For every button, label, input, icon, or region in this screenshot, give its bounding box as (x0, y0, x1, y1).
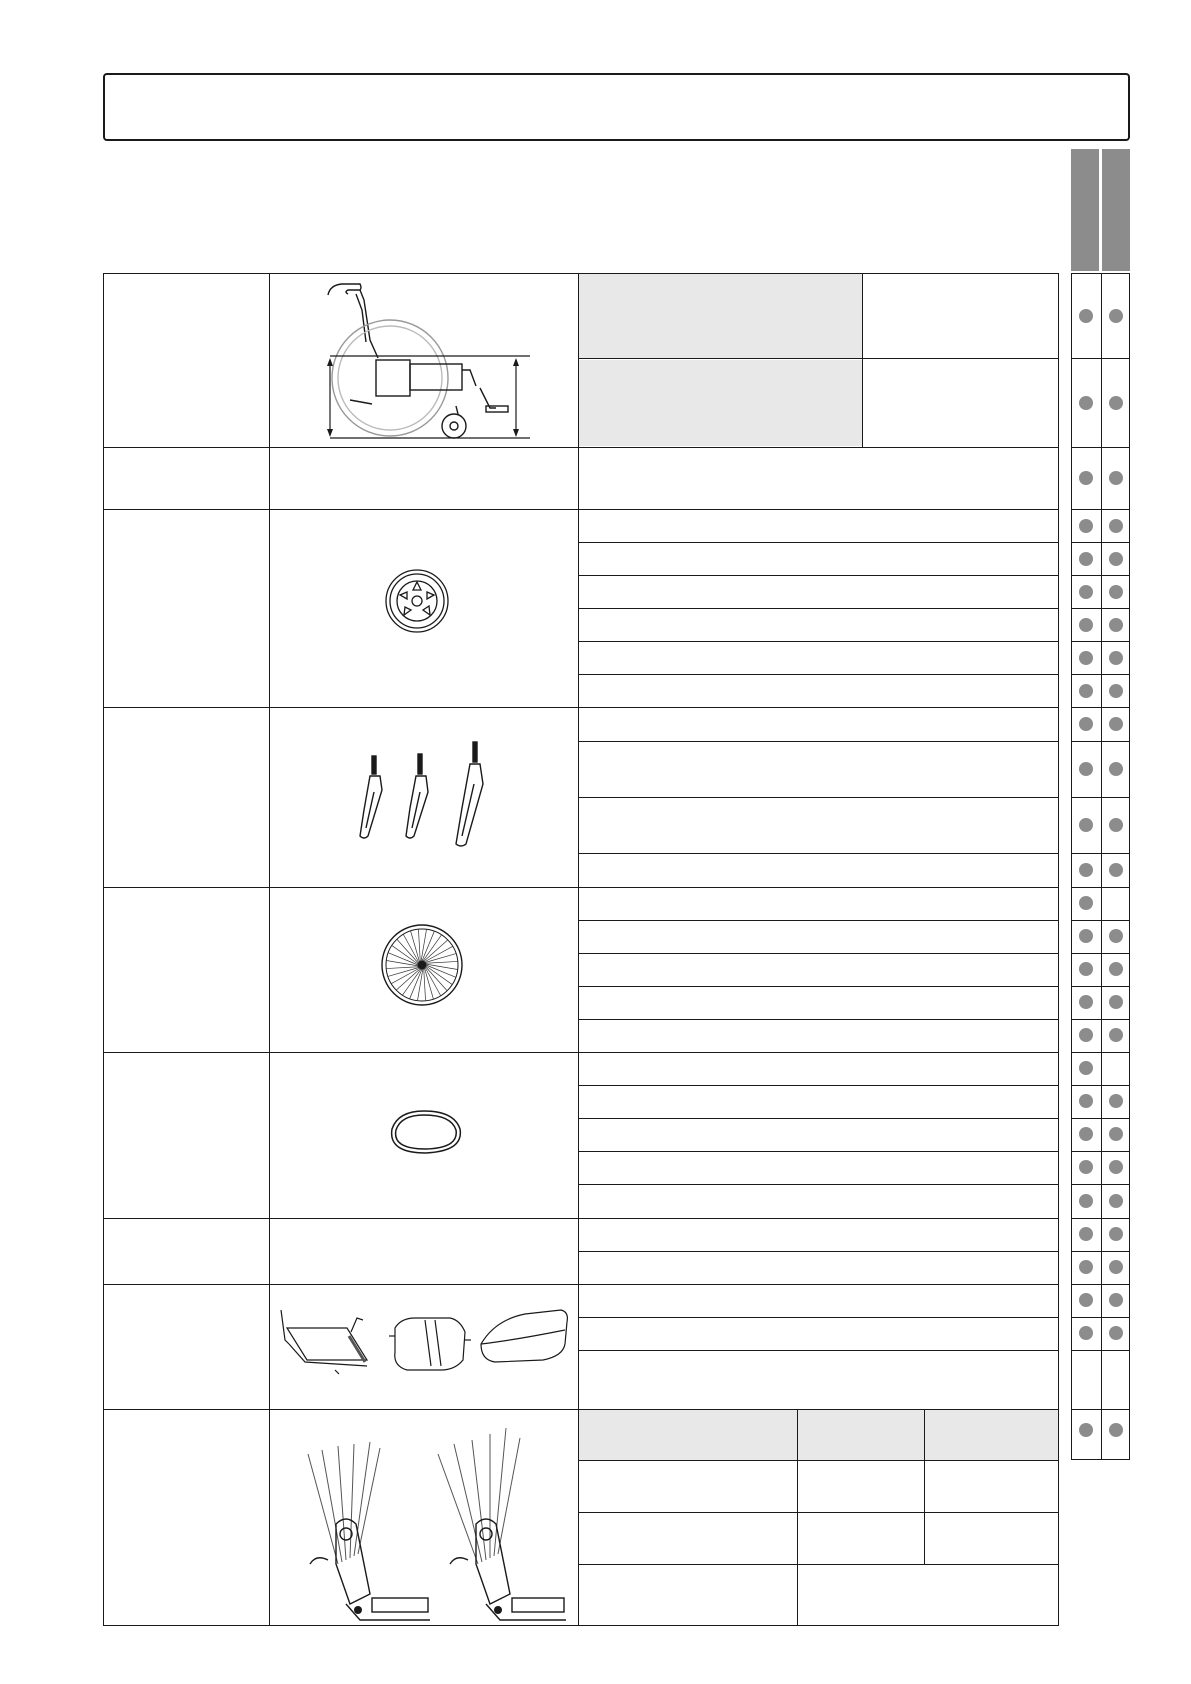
availability-dot (1109, 1260, 1123, 1274)
availability-dot (1109, 471, 1123, 485)
availability-dot (1079, 1194, 1093, 1208)
availability-dot (1079, 1160, 1093, 1174)
castor-wheel-icon (384, 568, 450, 634)
handrim-icon (384, 1107, 464, 1157)
availability-dot (1109, 684, 1123, 698)
availability-dot (1079, 585, 1093, 599)
availability-dot (1109, 1127, 1123, 1141)
availability-dot (1079, 471, 1093, 485)
availability-dot (1079, 1227, 1093, 1241)
availability-dot (1109, 818, 1123, 832)
availability-dot (1109, 618, 1123, 632)
availability-dot (1079, 929, 1093, 943)
availability-dot (1079, 818, 1093, 832)
availability-dot (1109, 1423, 1123, 1437)
availability-dot (1109, 1028, 1123, 1042)
availability-dot (1109, 552, 1123, 566)
dimension-header-cell-2 (579, 360, 862, 446)
availability-dot (1109, 651, 1123, 665)
availability-dot (1109, 1194, 1123, 1208)
availability-dot (1079, 1293, 1093, 1307)
wheelchair-side-dimension-icon (320, 280, 530, 445)
availability-dot (1109, 995, 1123, 1009)
availability-dot (1079, 1326, 1093, 1340)
availability-dot (1109, 962, 1123, 976)
availability-dot (1109, 1160, 1123, 1174)
backrest-angle-adjust-icon (280, 1414, 570, 1622)
availability-dot (1109, 762, 1123, 776)
availability-dot (1079, 396, 1093, 410)
availability-dot (1079, 519, 1093, 533)
availability-dot (1079, 1423, 1093, 1437)
availability-dot (1079, 309, 1093, 323)
availability-dot (1079, 863, 1093, 877)
availability-dot (1109, 863, 1123, 877)
availability-dot (1079, 962, 1093, 976)
availability-dot (1079, 651, 1093, 665)
availability-header-left (1071, 149, 1099, 271)
availability-dot (1109, 396, 1123, 410)
availability-dot (1079, 717, 1093, 731)
availability-dot (1079, 1061, 1093, 1075)
availability-header-right (1102, 149, 1130, 271)
angle-table-header (579, 1410, 1058, 1460)
availability-dot (1109, 1227, 1123, 1241)
dimension-header-cell-1 (579, 274, 862, 358)
availability-dot (1079, 1260, 1093, 1274)
availability-dot (1109, 1094, 1123, 1108)
availability-dot (1109, 1326, 1123, 1340)
availability-dot (1079, 896, 1093, 910)
availability-dot (1079, 684, 1093, 698)
availability-dot (1109, 309, 1123, 323)
availability-dot (1079, 618, 1093, 632)
availability-dot (1109, 585, 1123, 599)
page-title-box (103, 73, 1130, 141)
availability-dot (1079, 762, 1093, 776)
availability-dot (1079, 1127, 1093, 1141)
availability-dot (1079, 1094, 1093, 1108)
availability-dot (1109, 519, 1123, 533)
footplate-options-icon (275, 1300, 573, 1380)
availability-dot (1109, 717, 1123, 731)
castor-fork-icon (350, 740, 490, 855)
availability-dot (1109, 1293, 1123, 1307)
availability-dot (1109, 929, 1123, 943)
availability-dot (1079, 995, 1093, 1009)
availability-dot (1079, 1028, 1093, 1042)
availability-dot (1079, 552, 1093, 566)
spoked-rear-wheel-icon (380, 923, 464, 1007)
